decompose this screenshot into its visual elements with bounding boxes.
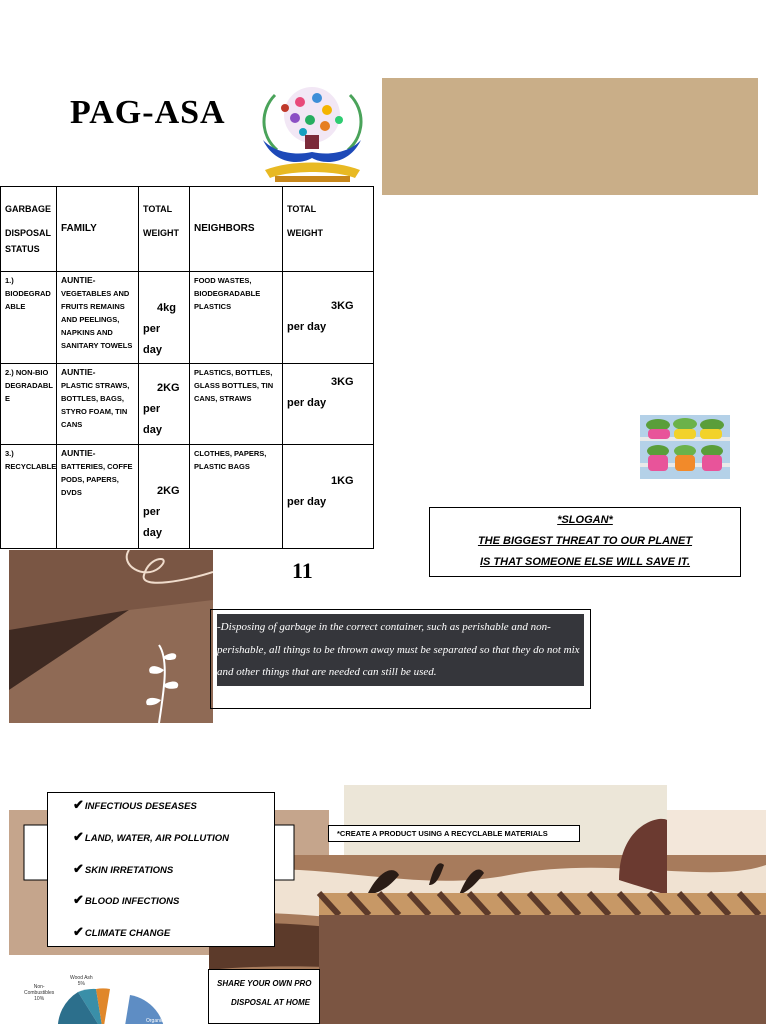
per-label: per xyxy=(143,323,161,335)
weight-value: 2KG xyxy=(157,485,180,497)
list-item xyxy=(73,924,170,940)
bottle-planters-image xyxy=(640,415,730,479)
family-label: AUNTIE- xyxy=(61,448,96,458)
per-label: per xyxy=(143,506,161,518)
day-label: day xyxy=(143,344,162,356)
page-number: 11 xyxy=(292,558,313,583)
leaf-decor-image xyxy=(9,550,213,723)
garbage-disposal-table xyxy=(0,186,374,549)
pie-label-organic: Organic Food xyxy=(146,1018,177,1024)
family-weight-cell xyxy=(139,272,190,364)
checkmark-icon: ✔ xyxy=(73,829,84,844)
pie-text: Non- xyxy=(33,984,45,990)
weight-value: 3KG xyxy=(331,300,354,312)
risk-label: CLIMATE CHANGE xyxy=(84,928,171,939)
per-day-label: per day xyxy=(287,496,327,508)
create-task-box: *CREATE A PRODUCT USING A RECYCLABLE MATERIALS xyxy=(328,825,580,842)
family-weight-cell xyxy=(139,364,190,445)
header-text: GARBAGE xyxy=(5,204,52,214)
pie-text: 5% xyxy=(77,981,85,987)
slogan-line-1: THE BIGGEST THREAT TO OUR PLANET xyxy=(477,535,693,547)
neighbors-weight-cell xyxy=(283,445,374,549)
header-neighbors: NEIGHBORS xyxy=(190,187,283,272)
slogan-label: *SLOGAN* xyxy=(557,514,613,526)
family-items: VEGETABLES AND FRUITS REMAINS AND PEELINGS, NAPKINS AND SANITARY TOWELS xyxy=(61,289,133,350)
header-text: TOTAL xyxy=(143,204,173,214)
header-total-weight xyxy=(139,187,190,272)
per-day-label: per day xyxy=(287,321,327,333)
pie-text: 10% xyxy=(34,996,45,1002)
table-row xyxy=(1,272,374,364)
header-total-weight-2 xyxy=(283,187,374,272)
family-cell xyxy=(57,445,139,549)
list-item xyxy=(73,829,229,845)
table-header-row xyxy=(1,187,374,272)
pie-text: Combustibles xyxy=(24,990,55,996)
header-text: TOTAL xyxy=(287,204,317,214)
health-risks-box xyxy=(47,792,275,947)
slogan-line-2: IS THAT SOMEONE ELSE WILL SAVE IT. xyxy=(479,556,691,568)
hands-tree-logo-icon xyxy=(255,80,370,186)
header-family: FAMILY xyxy=(57,187,139,272)
family-cell xyxy=(57,272,139,364)
per-label: per xyxy=(143,403,161,415)
header-disposal-status xyxy=(1,187,57,272)
risk-label: SKIN IRRETATIONS xyxy=(84,865,174,876)
weight-value: 3KG xyxy=(331,376,354,388)
per-day-label: per day xyxy=(287,397,327,409)
neighbors-cell: PLASTICS, BOTTLES, GLASS BOTTLES, TIN CANS, STRAWS xyxy=(190,364,283,445)
neighbors-weight-cell xyxy=(283,364,374,445)
list-item xyxy=(73,861,173,877)
page-title: PAG-ASA xyxy=(70,94,226,131)
pie-label-noncombustibles xyxy=(24,984,54,1002)
header-text: WEIGHT xyxy=(143,228,179,238)
family-items: PLASTIC STRAWS, BOTTLES, BAGS, STYRO FOAM, TIN CANS xyxy=(61,381,130,429)
slogan-box xyxy=(429,507,741,577)
family-items: BATTERIES, COFFE PODS, PAPERS, DVDS xyxy=(61,462,133,497)
pie-text: Wood Ash xyxy=(70,975,93,981)
status-cell: 3.) RECYCLABLE xyxy=(1,445,57,549)
family-label: AUNTIE- xyxy=(61,367,96,377)
table-row xyxy=(1,445,374,549)
family-weight-cell xyxy=(139,445,190,549)
checkmark-icon: ✔ xyxy=(73,861,84,876)
neighbors-cell: CLOTHES, PAPERS, PLASTIC BAGS xyxy=(190,445,283,549)
header-text: STATUS xyxy=(5,244,40,254)
family-cell xyxy=(57,364,139,445)
weight-value: 4kg xyxy=(157,302,176,314)
pie-label-wood xyxy=(70,975,93,987)
day-label: day xyxy=(143,527,162,539)
risk-label: BLOOD INFECTIONS xyxy=(84,896,180,907)
neighbors-weight-cell xyxy=(283,272,374,364)
share-line-1: SHARE YOUR OWN PRO xyxy=(217,979,312,988)
list-item xyxy=(73,797,197,813)
status-cell: 2.) NON-BIO DEGRADABL E xyxy=(1,364,57,445)
neighbors-cell: FOOD WASTES, BIODEGRADABLE PLASTICS xyxy=(190,272,283,364)
checkmark-icon: ✔ xyxy=(73,924,84,939)
waste-pie-chart xyxy=(18,972,188,1024)
family-label: AUNTIE- xyxy=(61,275,96,285)
list-item xyxy=(73,892,179,908)
day-label: day xyxy=(143,424,162,436)
table-row xyxy=(1,364,374,445)
header-text: DISPOSAL xyxy=(5,228,52,238)
tan-decor-box xyxy=(382,78,758,195)
description-text: -Disposing of garbage in the correct container, such as perishable and non-perishable, all things to be thrown away must be separated so that they do not mix and other things that are needed can still be used. xyxy=(217,614,584,686)
header-text: WEIGHT xyxy=(287,228,323,238)
weight-value: 2KG xyxy=(157,382,180,394)
risk-label: LAND, WATER, AIR POLLUTION xyxy=(84,833,229,844)
risk-label: INFECTIOUS DESEASES xyxy=(84,801,197,812)
weight-value: 1KG xyxy=(331,475,354,487)
share-line-2: DISPOSAL AT HOME xyxy=(231,998,310,1007)
share-task-box xyxy=(208,969,320,1024)
status-cell: 1.) BIODEGRAD ABLE xyxy=(1,272,57,364)
checkmark-icon: ✔ xyxy=(73,892,84,907)
checkmark-icon: ✔ xyxy=(73,797,84,812)
